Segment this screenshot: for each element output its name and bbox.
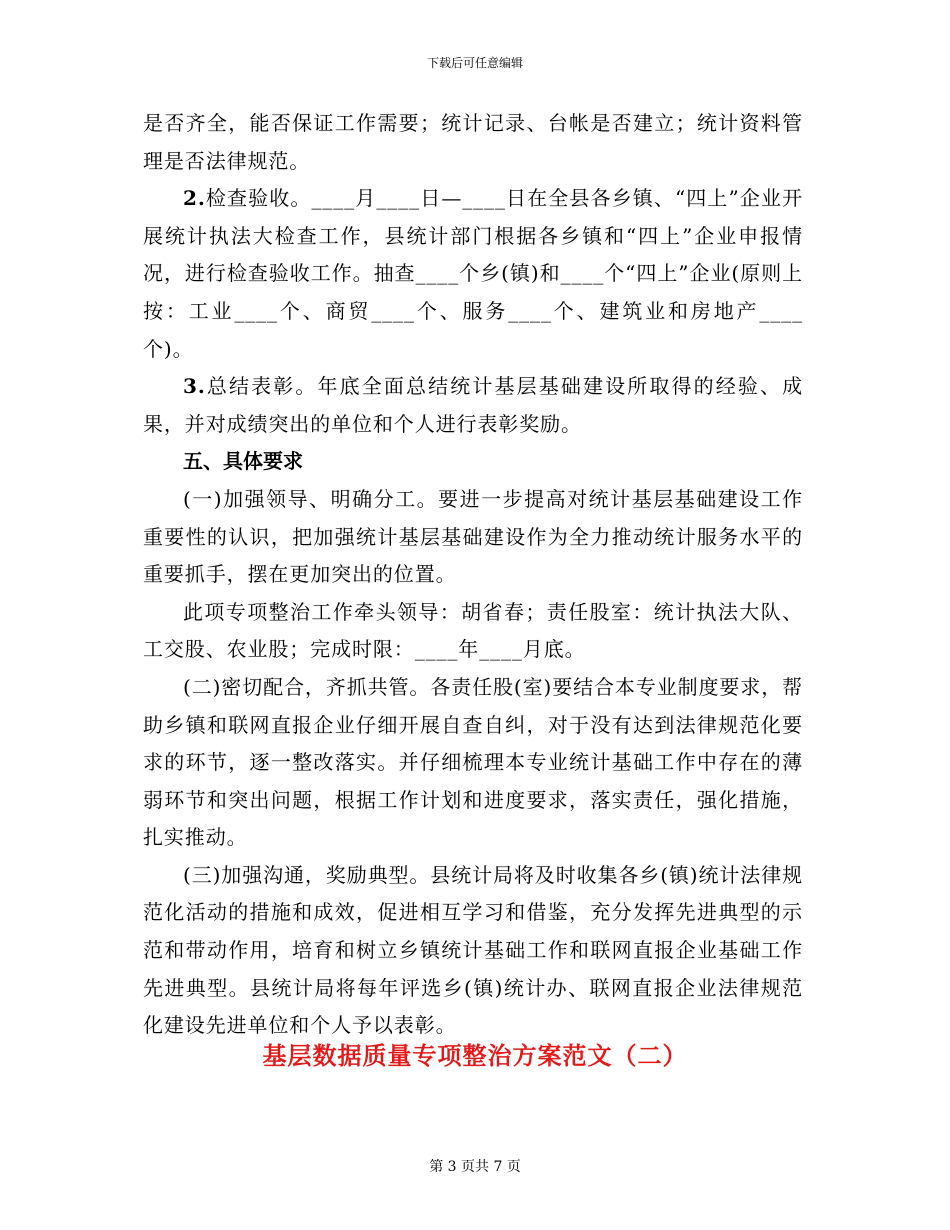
page-header: 下载后可任意编辑 xyxy=(426,56,523,70)
document-title: 基层数据质量专项整治方案范文（二） xyxy=(262,1042,688,1070)
paragraph-continuation: 是否齐全，能否保证工作需要；统计记录、台帐是否建立；统计资料管理是否法律规范。 xyxy=(143,111,803,173)
document-body xyxy=(143,105,803,1045)
section-heading: 五、具体要求 xyxy=(183,449,303,474)
paragraph-communication: (三)加强沟通，奖励典型。县统计局将及时收集各乡(镇)统计法律规范化活动的措施和成效，促进相互学习和借鉴，充分发挥先进典型的示范和带动作用，培育和树立乡镇统计基础工作和联网直报企业基础工作先进典型。县统计局将每年评选乡(镇)统计办、联网直报企业法律规范化建设先进单位和个人予以表彰。 xyxy=(143,862,804,1038)
paragraph-summary-text: 总结表彰。年底全面总结统计基层基础建设所取得的经验、成果，并对成绩突出的单位和个人进行表彰奖励。 xyxy=(143,374,803,436)
paragraph-cooperation: (二)密切配合，齐抓共管。各责任股(室)要结合本专业制度要求，帮助乡镇和联网直报企业仔细开展自查自纠，对于没有达到法律规范化要求的环节，逐一整改落实。并仔细梳理本专业统计基础工作中存在的薄弱环节和突出问题，根据工作计划和进度要求，落实责任，强化措施，扎实推动。 xyxy=(143,674,804,850)
paragraph-leadership: (一)加强领导、明确分工。要进一步提高对统计基层基础建设工作重要性的认识，把加强统计基层基础建设作为全力推动统计服务水平的重要抓手，摆在更加突出的位置。 xyxy=(143,486,803,587)
paragraph-inspection-text: 检查验收。____月____日—____日在全县各乡镇、“四上”企业开展统计执法大检查工作，县统计部门根据各乡镇和“四上”企业申报情况，进行检查验收工作。抽查____个乡(镇)和____个“四上”企业(原则上按：工业____个、商贸____个、服务____个、建筑业和房地产____个)。 xyxy=(143,186,803,361)
page-footer: 第 3 页共 7 页 xyxy=(429,1159,521,1175)
paragraph-inspection xyxy=(143,180,803,368)
paragraph-summary xyxy=(143,368,803,443)
item-number-2: 2. xyxy=(183,186,206,211)
paragraph-responsibility: 此项专项整治工作牵头领导：胡省春；责任股室：统计执法大队、工交股、农业股；完成时限：____年____月底。 xyxy=(143,599,803,662)
item-number-3: 3. xyxy=(183,374,206,399)
